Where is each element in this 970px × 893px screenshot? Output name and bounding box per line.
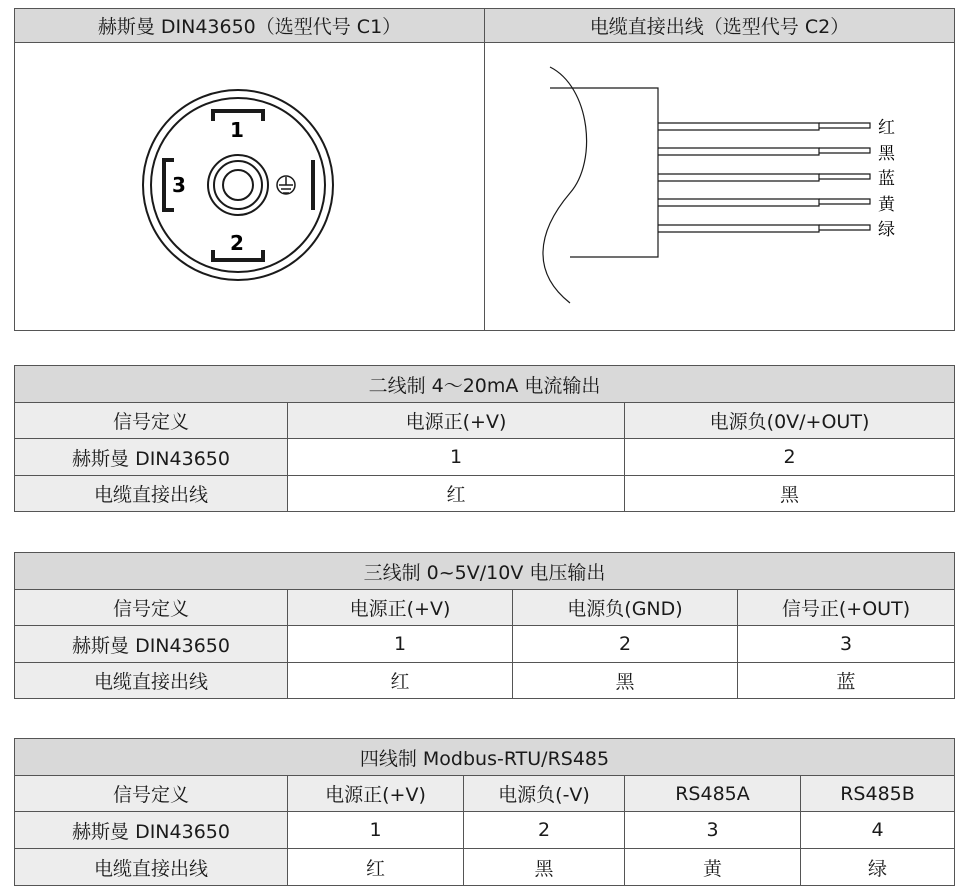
four-wire-table	[14, 738, 955, 886]
c2-diagram-cell	[485, 43, 955, 331]
table-header-cell: 电源负(-V)	[464, 776, 625, 812]
pin-2-label: 2	[229, 231, 244, 255]
table-cell: 绿	[801, 849, 955, 886]
table-header-cell: 电源负(GND)	[513, 590, 738, 626]
table-cell: 2	[625, 439, 955, 476]
table-header-cell: 信号正(+OUT)	[738, 590, 955, 626]
table-header-cell: 电源负(0V/+OUT)	[625, 403, 955, 439]
c1-diagram-cell	[15, 43, 485, 331]
cable-wires-icon	[486, 43, 954, 325]
pin-1-label: 1	[229, 118, 244, 142]
table-cell: 1	[288, 439, 625, 476]
table-cell: 3	[625, 812, 801, 849]
table-cell: 黑	[464, 849, 625, 886]
table-cell: 电缆直接出线	[15, 663, 288, 699]
table-cell: 2	[513, 626, 738, 663]
two-wire-title: 二线制 4～20mA 电流输出	[15, 366, 955, 403]
table-cell: 红	[288, 663, 513, 699]
wire-label-yellow: 黄	[877, 195, 895, 215]
din43650-connector-icon	[16, 43, 484, 325]
table-header-cell: 信号定义	[15, 776, 288, 812]
table-cell: 黄	[625, 849, 801, 886]
table-cell: 3	[738, 626, 955, 663]
table-cell: 黑	[513, 663, 738, 699]
table-row	[15, 476, 955, 512]
table-row	[15, 439, 955, 476]
four-wire-title: 四线制 Modbus-RTU/RS485	[15, 739, 955, 776]
table-header-cell: 信号定义	[15, 590, 288, 626]
table-header-cell: 电源正(+V)	[288, 776, 464, 812]
wire-label-black: 黑	[877, 144, 895, 164]
table-row	[15, 812, 955, 849]
pin-3-label: 3	[171, 173, 186, 197]
connector-diagram-table	[14, 8, 955, 331]
c1-title: 赫斯曼 DIN43650（选型代号 C1）	[15, 9, 485, 43]
table-cell: 红	[288, 476, 625, 512]
three-wire-table	[14, 552, 955, 699]
table-header-cell: 电源正(+V)	[288, 590, 513, 626]
table-row	[15, 626, 955, 663]
table-cell: 红	[288, 849, 464, 886]
wire-label-red: 红	[877, 118, 895, 138]
three-wire-title: 三线制 0~5V/10V 电压输出	[15, 553, 955, 590]
table-cell: 1	[288, 812, 464, 849]
table-cell: 电缆直接出线	[15, 849, 288, 886]
table-header-cell: 信号定义	[15, 403, 288, 439]
wire-label-green: 绿	[877, 220, 895, 240]
table-row	[15, 663, 955, 699]
table-cell: 蓝	[738, 663, 955, 699]
table-cell: 1	[288, 626, 513, 663]
table-cell: 赫斯曼 DIN43650	[15, 626, 288, 663]
table-row	[15, 849, 955, 886]
c2-title: 电缆直接出线（选型代号 C2）	[485, 9, 955, 43]
table-cell: 2	[464, 812, 625, 849]
table-cell: 4	[801, 812, 955, 849]
table-cell: 赫斯曼 DIN43650	[15, 812, 288, 849]
wire-label-blue: 蓝	[877, 169, 895, 189]
table-header-cell: RS485B	[801, 776, 955, 812]
table-header-cell: RS485A	[625, 776, 801, 812]
table-header-cell: 电源正(+V)	[288, 403, 625, 439]
table-cell: 赫斯曼 DIN43650	[15, 439, 288, 476]
two-wire-table	[14, 365, 955, 512]
table-cell: 电缆直接出线	[15, 476, 288, 512]
table-cell: 黑	[625, 476, 955, 512]
